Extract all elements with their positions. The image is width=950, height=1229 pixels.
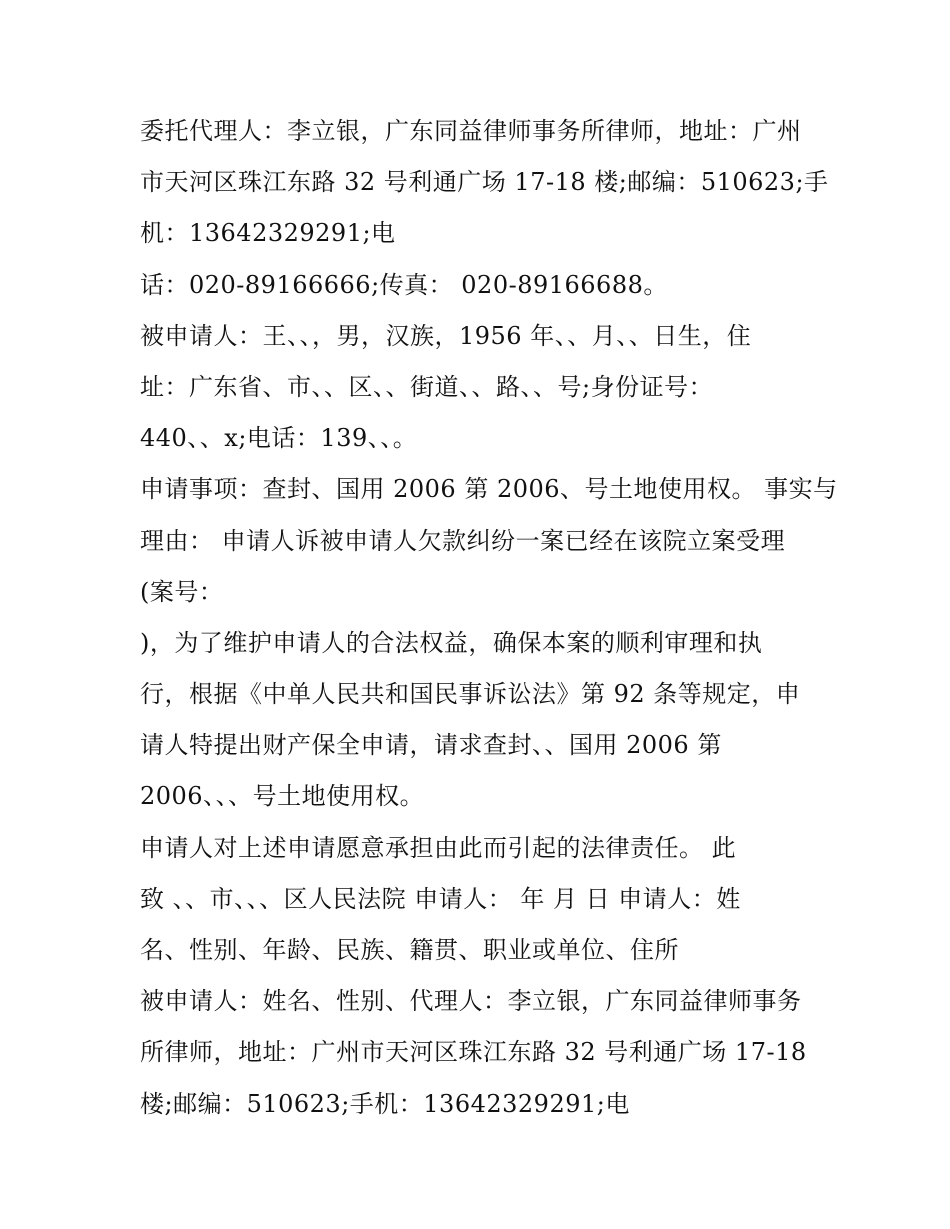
text-line: 请人特提出财产保全申请，请求查封、、国用 2006 第 — [140, 731, 722, 760]
text-line: 楼;邮编：510623;手机：13642329291;电 — [140, 1089, 630, 1118]
text-line: 2006、、、号土地使用权。 — [140, 782, 425, 811]
text-line: 话：020-89166666;传真： 020-89166688。 — [140, 270, 668, 299]
text-line: (案号： — [140, 577, 224, 606]
text-line: 委托代理人：李立银，广东同益律师事务所律师，地址：广州 — [140, 117, 802, 145]
text-line: 市天河区珠江东路 32 号利通广场 17-18 楼;邮编：510623;手 — [140, 168, 829, 197]
text-line: 被申请人：姓名、性别、代理人：李立银，广东同益律师事务 — [140, 987, 802, 1016]
text-line: 址：广东省、市、、区、、街道、、路、、号;身份证号： — [140, 372, 714, 401]
text-line: 被申请人：王、、，男，汉族，1956 年、、月、、日生，住 — [140, 321, 752, 350]
text-line: 所律师，地址：广州市天河区珠江东路 32 号利通广场 17-18 — [140, 1038, 807, 1067]
text-line: 机：13642329291;电 — [140, 219, 396, 248]
text-line: 致 、、市、、、区人民法院 申请人： 年 月 日 申请人：姓 — [140, 884, 741, 913]
text-line: 申请人对上述申请愿意承担由此而引起的法律责任。 此 — [140, 833, 737, 862]
text-line: 行，根据《中单人民共和国民事诉讼法》第 92 条等规定，申 — [140, 680, 801, 709]
text-line: 申请事项：查封、国用 2006 第 2006、号土地使用权。 事实与 — [140, 475, 838, 504]
text-line: 理由： 申请人诉被申请人欠款纠纷一案已经在该院立案受理 — [140, 526, 786, 555]
document-body — [140, 106, 838, 1130]
text-line: 440、、x;电话：139、、。 — [140, 424, 418, 453]
text-line: )，为了维护申请人的合法权益，确保本案的顺利审理和执 — [140, 628, 763, 657]
text-line: 名、性别、年龄、民族、籍贯、职业或单位、住所 — [140, 936, 679, 964]
